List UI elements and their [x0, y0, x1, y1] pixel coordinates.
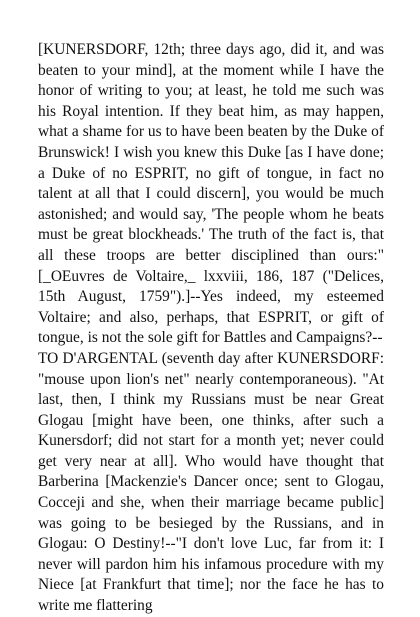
paragraph-to-dargental: TO D'ARGENTAL (seventh day after KUNERSDORF: "mouse upon lion's net" nearly contemporaneous). "At last, then, I think my Russians must be near Great Glogau [might have been, one thinks, after such a Kunersdorf; did not start for a month yet; never could get very near at all]. Who would have thought that Barberina [Mackenzie's Dancer once; sent to Glogau, Cocceji and she, when their marriage became public] was going to be besieged by the Russians, and in Glogau: O Destiny!--"I don't love Luc, far from it: I never will pardon him his infamous procedure with my Niece [at Frankfurt that time]; nor the face he has to write me flattering [38, 349, 384, 615]
paragraph-kunersdorf-letter: [KUNERSDORF, 12th; three days ago, did it, and was beaten to your mind], at the moment while I have the honor of writing to you; at least, he told me such was his Royal intention. If they beat him, as may happen, what a shame for us to have been beaten by the Duke of Brunswick! I wish you knew this Duke [as I have done; a Duke of no ESPRIT, no gift of tongue, in fact no talent at all that I could discern], you would be much astonished; and would say, 'The people whom he beats must be great blockheads.' The truth of the fact is, that all these troops are better disciplined than ours:" [_OEuvres de Voltaire,_ lxxviii, 186, 187 ("Delices, 15th August, 1759").]--Yes indeed, my esteemed Voltaire; and also, perhaps, that ESPRIT, or gift of tongue, is not the sole gift for Battles and Campaigns?-- [38, 41, 384, 347]
document-page [38, 40, 384, 617]
